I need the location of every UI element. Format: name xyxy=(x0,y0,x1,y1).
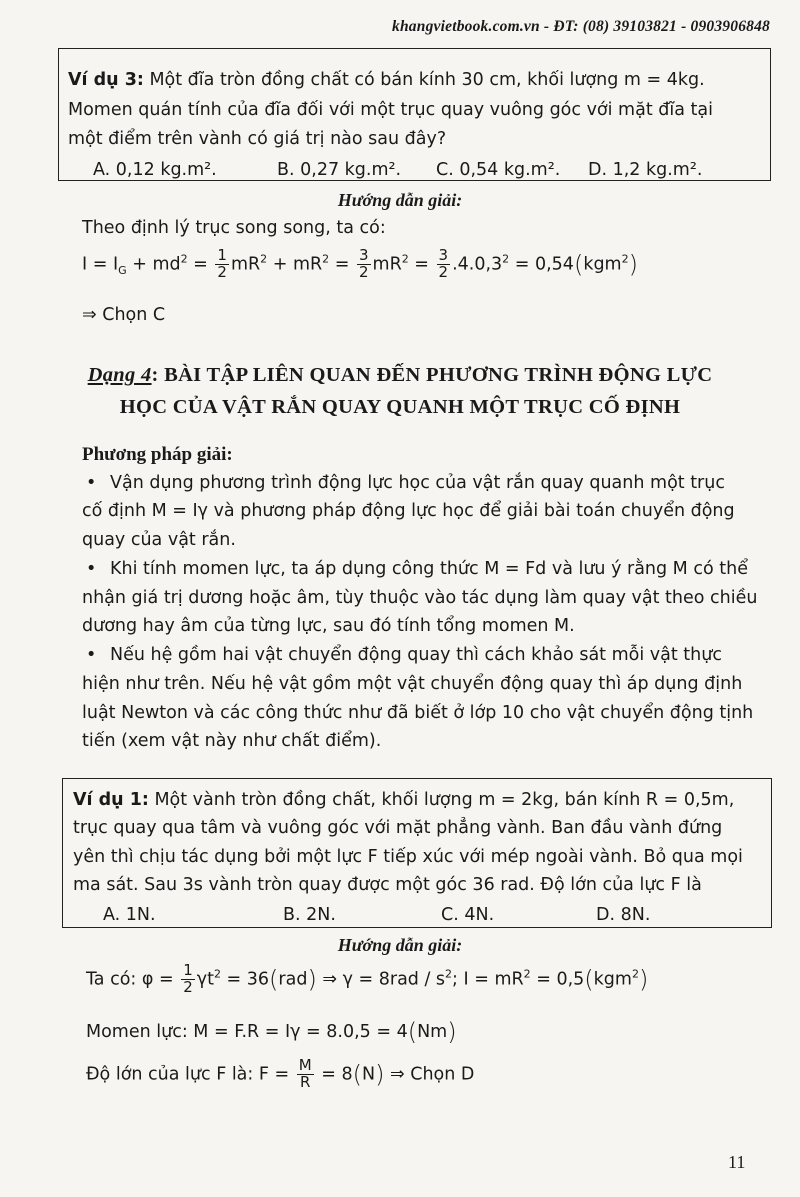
example-3-line-1 xyxy=(68,72,705,90)
example-1-option-a: A. 1N. xyxy=(103,905,156,925)
fraction-3-2-b xyxy=(437,248,451,281)
method-line-4: Khi tính momen lực, ta áp dụng công thức M = Fd và lưu ý rằng M có thể xyxy=(110,559,748,579)
formula-sq-5: 2 xyxy=(502,252,510,266)
frac-den: R xyxy=(299,1072,311,1091)
formula-sub-g: G xyxy=(118,263,127,277)
method-line-8: hiện như trên. Nếu hệ vật gồm một vật chuyển động quay thì áp dụng định xyxy=(82,674,743,694)
method-line-10: tiến (xem vật này như chất điểm). xyxy=(82,731,382,751)
g2-inertia-value: = 0,5 xyxy=(530,969,585,990)
example-1-line-4: ma sát. Sau 3s vành tròn quay được một góc 36 rad. Độ lớn của lực F là xyxy=(73,875,702,895)
guide-2-title: Hướng dẫn giải: xyxy=(337,935,463,955)
g2-rad: rad xyxy=(278,969,308,990)
formula-mr-2: + mR xyxy=(267,254,323,275)
guide-1-formula xyxy=(82,248,638,281)
example-1-label: Ví dụ 1: xyxy=(73,790,149,810)
g2-ta-co: Ta có: φ = xyxy=(86,969,180,990)
frac-den: 2 xyxy=(183,977,193,996)
guide-2-line-2 xyxy=(86,1018,457,1046)
g2-eq-36: = 36 xyxy=(220,969,270,990)
fraction-1-2 xyxy=(181,963,195,996)
g2-nm: Nm xyxy=(417,1022,448,1042)
guide-1-conclusion: ⇒ Chọn C xyxy=(82,305,166,325)
method-bullet-1: • xyxy=(86,473,97,493)
example-1-text-1: Một vành tròn đồng chất, khối lượng m = 2kg, bán kính R = 0,5m, xyxy=(148,790,735,810)
example-1-option-b: B. 2N. xyxy=(283,905,336,925)
fraction-m-r xyxy=(297,1058,314,1091)
g2-sq-2: 2 xyxy=(445,967,453,981)
g2-gamma-t: γt xyxy=(196,969,214,990)
formula-mr-1: mR xyxy=(230,254,261,275)
formula-i: I = I xyxy=(82,254,119,275)
example-1-line-2: trục quay qua tâm và vuông góc với mặt phẳng vành. Ban đầu vành đứng xyxy=(73,818,723,838)
dang-4-label: Dạng 4 xyxy=(87,364,152,386)
frac-num: 1 xyxy=(217,246,227,264)
method-line-2: cố định M = Iγ và phương pháp động lực học để giải bài toán chuyển động xyxy=(82,501,735,521)
paren-close: ) xyxy=(638,965,649,994)
g2-sq-4: 2 xyxy=(631,967,639,981)
method-line-7: Nếu hệ gồm hai vật chuyển động quay thì cách khảo sát mỗi vật thực xyxy=(110,645,722,665)
example-3-option-a: A. 0,12 kg.m². xyxy=(93,160,217,180)
formula-sq-3: 2 xyxy=(322,252,330,266)
g2-answer: ⇒ Chọn D xyxy=(384,1064,475,1085)
method-title: Phương pháp giải: xyxy=(82,444,233,465)
frac-den: 2 xyxy=(217,262,227,281)
example-3-text-1: Một đĩa tròn đồng chất có bán kính 30 cm, khối lượng m = 4kg. xyxy=(143,70,705,90)
g2-inertia: ; I = mR xyxy=(452,969,524,990)
formula-sq-6: 2 xyxy=(621,252,629,266)
paren-close: ) xyxy=(628,250,638,279)
formula-unit: kgm xyxy=(583,254,622,275)
fraction-3-2-a xyxy=(357,248,371,281)
formula-sq-2: 2 xyxy=(260,252,268,266)
example-3-option-b: B. 0,27 kg.m². xyxy=(277,160,402,180)
example-3-line-2: Momen quán tính của đĩa đối với một trục quay vuông góc với mặt đĩa tại xyxy=(68,100,713,120)
method-bullet-3: • xyxy=(86,645,97,665)
example-3-option-d: D. 1,2 kg.m². xyxy=(588,160,703,180)
method-bullet-2: • xyxy=(86,559,97,579)
g2-force-label: Độ lớn của lực F là: F = xyxy=(86,1064,295,1085)
method-line-5: nhận giá trị dương hoặc âm, tùy thuộc vào tác dụng làm quay vật theo chiều xyxy=(82,588,758,608)
example-1-line-1 xyxy=(73,792,734,810)
example-1-option-c: C. 4N. xyxy=(441,905,495,925)
dang-4-title-line-1 xyxy=(0,364,800,387)
guide-2-line-3 xyxy=(86,1058,474,1091)
example-3-line-3: một điểm trên vành có giá trị nào sau đây? xyxy=(68,129,447,149)
paren-close: ) xyxy=(307,965,317,994)
g2-sq-3: 2 xyxy=(523,967,531,981)
frac-num: M xyxy=(298,1056,312,1074)
g2-momen: Momen lực: M = F.R = Iγ = 8.0,5 = 4 xyxy=(86,1022,408,1042)
g2-unit: kgm xyxy=(593,969,632,990)
method-line-3: quay của vật rắn. xyxy=(82,530,236,550)
frac-num: 3 xyxy=(438,246,449,264)
frac-num: 3 xyxy=(358,246,369,264)
dang-4-title-line-2: HỌC CỦA VẬT RẮN QUAY QUANH MỘT TRỤC CỐ ĐỊNH xyxy=(119,396,681,418)
example-1-line-3: yên thì chịu tác dụng bởi một lực F tiếp xúc với mép ngoài vành. Bỏ qua mọi xyxy=(73,847,743,867)
fraction-1-2 xyxy=(215,248,229,281)
guide-2-line-1 xyxy=(86,963,648,996)
formula-sq-4: 2 xyxy=(401,252,409,266)
frac-den: 2 xyxy=(358,262,369,281)
paren-open: ( xyxy=(573,250,584,279)
example-1-option-d: D. 8N. xyxy=(596,905,651,925)
formula-md: + md xyxy=(126,254,181,275)
method-line-1: Vận dụng phương trình động lực học của vật rắn quay quanh một trục xyxy=(110,473,725,493)
page-header: khangvietbook.com.vn - ĐT: (08) 39103821 - 0903906848 xyxy=(392,18,770,35)
formula-values: .4.0,3 xyxy=(452,254,503,275)
paren-open: ( xyxy=(407,1018,418,1046)
formula-mr-3: mR xyxy=(372,254,402,275)
guide-1-title: Hướng dẫn giải: xyxy=(337,190,463,210)
paren-close: ) xyxy=(447,1018,457,1046)
formula-sq-1: 2 xyxy=(180,252,188,266)
frac-den: 2 xyxy=(438,262,449,281)
method-line-9: luật Newton và các công thức như đã biết ở lớp 10 cho vật chuyển động tịnh xyxy=(82,703,754,723)
method-line-6: dương hay âm của từng lực, sau đó tính tổng momen M. xyxy=(82,616,575,636)
g2-gamma: ⇒ γ = 8rad / s xyxy=(316,969,446,990)
g2-eq-8: = 8 xyxy=(315,1064,353,1085)
example-3-label: Ví dụ 3: xyxy=(68,70,144,90)
example-3-option-c: C. 0,54 kg.m². xyxy=(436,160,561,180)
dang-4-title-1: : BÀI TẬP LIÊN QUAN ĐẾN PHƯƠNG TRÌNH ĐỘNG LỰC xyxy=(151,364,713,386)
paren-close: ) xyxy=(375,1060,385,1089)
formula-result: = 0,54 xyxy=(509,254,574,275)
paren-open: ( xyxy=(584,965,594,994)
page-number: 11 xyxy=(728,1152,746,1172)
formula-eq-3: = xyxy=(408,254,435,275)
guide-1-intro: Theo định lý trục song song, ta có: xyxy=(82,218,386,238)
formula-eq-1: = xyxy=(187,254,214,275)
formula-eq-2: = xyxy=(329,254,355,275)
paren-open: ( xyxy=(352,1060,362,1089)
g2-sq-1: 2 xyxy=(213,967,221,981)
frac-num: 1 xyxy=(183,961,193,979)
paren-open: ( xyxy=(269,965,279,994)
g2-n: N xyxy=(361,1064,376,1085)
